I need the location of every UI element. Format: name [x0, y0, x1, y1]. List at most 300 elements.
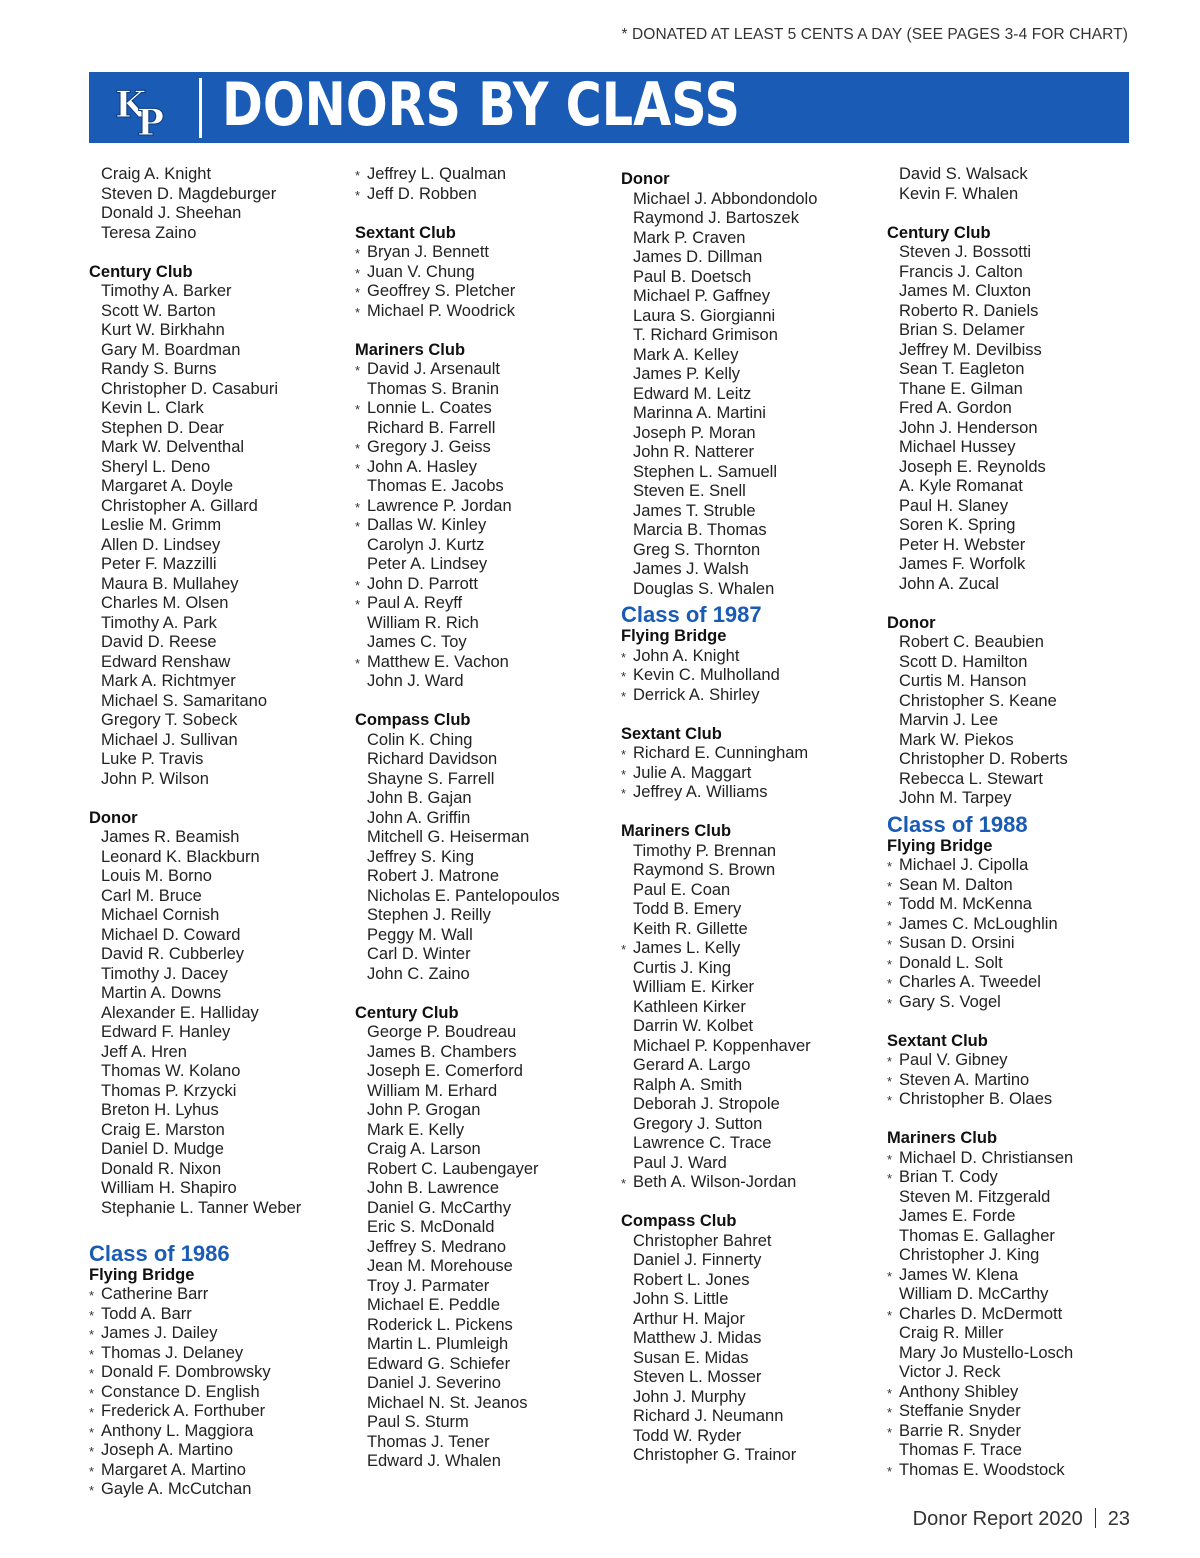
entry-text: Compass Club	[355, 711, 471, 729]
entry-text: Scott W. Barton	[101, 301, 216, 320]
entry-text: Jean M. Morehouse	[367, 1257, 513, 1275]
entry-text: Stephen D. Dear	[101, 418, 224, 437]
entry-text: Mariners Club	[355, 340, 466, 359]
donor-name	[887, 497, 1149, 517]
star-icon: *	[887, 995, 893, 1011]
spacer	[887, 594, 1149, 614]
entry-text: Darrin W. Kolbet	[633, 1017, 754, 1035]
giving-club-heading	[621, 170, 883, 190]
entry-text: Richard Davidson	[367, 750, 498, 768]
entry-text: T. Richard Grimison	[633, 326, 778, 344]
entry-text: William H. Shapiro	[101, 1179, 237, 1197]
entry-text: John A. Zucal	[899, 574, 999, 593]
entry-text: David S. Walsack	[899, 165, 1028, 183]
donor-name	[89, 458, 351, 478]
entry-text: Sean T. Eagleton	[899, 360, 1025, 378]
entry-text: William E. Kirker	[633, 978, 755, 996]
giving-club-heading	[621, 822, 883, 842]
donor-name	[887, 1363, 1149, 1383]
donor-name	[887, 1090, 1149, 1110]
donor-name	[621, 647, 883, 667]
donor-name	[621, 920, 883, 940]
entry-text: Craig A. Larson	[367, 1140, 481, 1158]
entry-text: Randy S. Burns	[101, 360, 217, 378]
star-icon: *	[355, 363, 361, 378]
entry-text: Paul E. Coan	[633, 880, 731, 899]
donor-name	[355, 1433, 617, 1453]
entry-text: Richard E. Cunningham	[633, 744, 809, 762]
entry-text: Gary M. Boardman	[101, 340, 241, 359]
entry-text: Lonnie L. Coates	[367, 399, 492, 417]
donor-name	[355, 243, 617, 263]
entry-text: Ralph A. Smith	[633, 1075, 743, 1094]
donor-name	[89, 1363, 351, 1383]
entry-text: Colin K. Ching	[367, 730, 473, 749]
entry-text: Craig R. Miller	[899, 1324, 1004, 1342]
entry-text: Thomas F. Trace	[899, 1441, 1022, 1459]
donor-name	[887, 1344, 1149, 1364]
donor-name	[887, 477, 1149, 497]
donor-name	[621, 861, 883, 881]
donor-name	[89, 204, 351, 224]
donor-name	[887, 516, 1149, 536]
entry-text: Susan E. Midas	[633, 1348, 749, 1367]
donor-name	[621, 541, 883, 561]
donor-name	[887, 731, 1149, 751]
donor-name	[355, 809, 617, 829]
entry-text: Marinna A. Martini	[633, 404, 766, 422]
donor-name	[887, 1422, 1149, 1442]
entry-text: Donor	[621, 170, 670, 188]
entry-text: Flying Bridge	[89, 1265, 195, 1284]
entry-text: William D. McCarthy	[899, 1285, 1049, 1303]
entry-text: Jeffrey S. Medrano	[367, 1237, 507, 1256]
entry-text: Sextant Club	[887, 1031, 988, 1050]
entry-text: Barrie R. Snyder	[899, 1421, 1021, 1440]
donor-name	[89, 399, 351, 419]
entry-text: Steven J. Bossotti	[899, 243, 1032, 261]
donor-name	[887, 692, 1149, 712]
spacer	[89, 1218, 351, 1238]
entry-text: Kurt W. Birkhahn	[101, 321, 225, 339]
page-title: DONORS BY CLASS	[222, 70, 740, 140]
entry-text: Timothy A. Park	[101, 613, 217, 632]
entry-text: Marcia B. Thomas	[633, 521, 767, 539]
donor-name	[89, 419, 351, 439]
donor-name	[621, 346, 883, 366]
entry-text: James E. Forde	[899, 1207, 1016, 1225]
donation-legend-note	[621, 26, 1128, 44]
entry-text: Mark W. Delventhal	[101, 438, 245, 456]
entry-text: Todd M. McKenna	[899, 895, 1032, 913]
donor-name	[355, 302, 617, 322]
entry-text: John C. Zaino	[367, 964, 470, 983]
entry-text: Todd W. Ryder	[633, 1426, 742, 1445]
star-icon: *	[89, 1444, 95, 1459]
entry-text: Sextant Club	[355, 223, 456, 242]
entry-text: Shayne S. Farrell	[367, 769, 495, 788]
entry-text: Leonard K. Blackburn	[101, 847, 260, 866]
donor-name	[887, 282, 1149, 302]
donor-name	[89, 516, 351, 536]
entry-text: Michael E. Peddle	[367, 1296, 500, 1314]
donor-name	[887, 380, 1149, 400]
donor-name	[89, 926, 351, 946]
donor-name	[355, 1179, 617, 1199]
donor-name	[89, 1344, 351, 1364]
entry-text: Steven M. Fitzgerald	[899, 1187, 1051, 1206]
donor-name	[89, 945, 351, 965]
entry-text: Mark A. Richtmyer	[101, 672, 236, 690]
entry-text: Fred A. Gordon	[899, 399, 1012, 417]
entry-text: Charles M. Olsen	[101, 594, 229, 612]
entry-text: James C. Toy	[367, 633, 467, 651]
entry-text: Thane E. Gilman	[899, 379, 1023, 398]
entry-text: Roberto R. Daniels	[899, 301, 1039, 320]
donor-name	[89, 633, 351, 653]
donor-name	[621, 482, 883, 502]
donor-name	[355, 672, 617, 692]
star-icon: *	[621, 786, 627, 801]
entry-text: Paul S. Sturm	[367, 1413, 469, 1431]
donor-name	[355, 1394, 617, 1414]
star-icon: *	[621, 649, 627, 665]
donor-name	[89, 1324, 351, 1344]
entry-text: Joseph A. Martino	[101, 1441, 234, 1459]
entry-text: Gregory J. Geiss	[367, 438, 491, 456]
donor-name	[621, 209, 883, 229]
donor-name	[621, 229, 883, 249]
giving-club-heading	[355, 711, 617, 731]
star-icon: *	[355, 655, 361, 671]
star-icon: *	[887, 1093, 893, 1108]
donor-name	[621, 1290, 883, 1310]
donor-name	[621, 1232, 883, 1252]
entry-text: Donald R. Nixon	[101, 1159, 222, 1178]
donor-name	[89, 906, 351, 926]
donor-name	[887, 360, 1149, 380]
donor-name	[621, 1446, 883, 1466]
entry-text: Dallas W. Kinley	[367, 516, 487, 534]
entry-text: Francis J. Calton	[899, 262, 1023, 281]
entry-text: Luke P. Travis	[101, 750, 204, 768]
entry-text: Thomas E. Jacobs	[367, 477, 504, 495]
entry-text: Michael N. St. Jeanos	[367, 1393, 528, 1412]
donor-name	[621, 1310, 883, 1330]
donor-name	[355, 1413, 617, 1433]
entry-text: Century Club	[355, 1003, 459, 1022]
donor-name	[89, 965, 351, 985]
entry-text: Paul J. Ward	[633, 1153, 727, 1172]
entry-text: James P. Kelly	[633, 365, 740, 383]
donor-name	[621, 978, 883, 998]
entry-text: Teresa Zaino	[101, 223, 197, 242]
entry-text: James F. Worfolk	[899, 555, 1026, 573]
donor-name	[89, 321, 351, 341]
entry-text: Arthur H. Major	[633, 1309, 745, 1328]
donor-name	[355, 1082, 617, 1102]
donor-name	[887, 302, 1149, 322]
star-icon: *	[355, 246, 361, 261]
donor-name	[887, 341, 1149, 361]
footer-divider	[1095, 1508, 1096, 1528]
star-icon: *	[887, 1073, 893, 1089]
entry-text: Juan V. Chung	[367, 262, 475, 281]
entry-text: Douglas S. Whalen	[633, 579, 775, 598]
star-icon: *	[887, 1054, 893, 1069]
entry-text: Mary Jo Mustello-Losch	[899, 1343, 1074, 1362]
giving-club-heading	[887, 1129, 1149, 1149]
donor-name	[887, 1324, 1149, 1344]
donor-name	[887, 458, 1149, 478]
entry-text: Gary S. Vogel	[899, 992, 1001, 1011]
donor-name	[355, 1296, 617, 1316]
donor-name	[89, 672, 351, 692]
entry-text: Century Club	[887, 223, 991, 242]
entry-text: Jeffrey M. Devilbiss	[899, 340, 1042, 359]
donor-name	[355, 438, 617, 458]
entry-text: Margaret A. Doyle	[101, 477, 234, 495]
entry-text: John J. Murphy	[633, 1387, 746, 1406]
entry-text: David R. Cubberley	[101, 945, 245, 963]
donor-name	[355, 965, 617, 985]
spacer	[89, 789, 351, 809]
entry-text: Lawrence C. Trace	[633, 1134, 772, 1152]
entry-text: Greg S. Thornton	[633, 540, 761, 559]
donor-name	[887, 419, 1149, 439]
donor-name	[621, 502, 883, 522]
donor-name	[355, 1277, 617, 1297]
entry-text: Stephen J. Reilly	[367, 906, 491, 924]
donor-name	[89, 1062, 351, 1082]
donor-name	[887, 856, 1149, 876]
donor-name	[355, 263, 617, 283]
star-icon: *	[887, 937, 893, 952]
entry-text: Michael J. Cipolla	[899, 856, 1029, 874]
donor-name	[89, 848, 351, 868]
donor-name	[887, 263, 1149, 283]
donor-name	[621, 190, 883, 210]
donor-name	[89, 1082, 351, 1102]
giving-club-heading	[355, 341, 617, 361]
entry-text: Stephen L. Samuell	[633, 462, 778, 481]
donor-name	[621, 1115, 883, 1135]
donor-name	[355, 828, 617, 848]
donor-name	[89, 341, 351, 361]
star-icon: *	[887, 1463, 893, 1479]
entry-text: John A. Hasley	[367, 457, 478, 476]
donor-name	[89, 1023, 351, 1043]
entry-text: Donald F. Dombrowsky	[101, 1363, 271, 1381]
donor-name	[887, 243, 1149, 263]
entry-text: Stephanie L. Tanner Weber	[101, 1198, 302, 1217]
donor-name	[887, 1207, 1149, 1227]
donor-name	[89, 380, 351, 400]
entry-text: Mariners Club	[621, 822, 732, 840]
donor-name	[355, 536, 617, 556]
donor-name	[355, 1140, 617, 1160]
entry-text: Anthony L. Maggiora	[101, 1421, 254, 1440]
entry-text: David J. Arsenault	[367, 360, 500, 378]
donor-name	[355, 380, 617, 400]
entry-text: Carolyn J. Kurtz	[367, 535, 485, 554]
donor-name	[355, 165, 617, 185]
kp-logo-icon	[111, 77, 173, 139]
giving-club-heading	[89, 263, 351, 283]
donor-name	[355, 497, 617, 517]
star-icon: *	[355, 441, 361, 456]
donor-name	[89, 185, 351, 205]
giving-club-heading	[887, 837, 1149, 857]
star-icon: *	[89, 1288, 95, 1303]
donor-name	[89, 653, 351, 673]
star-icon: *	[887, 976, 893, 991]
spacer	[621, 1193, 883, 1213]
donor-name	[89, 1285, 351, 1305]
entry-text: A. Kyle Romanat	[899, 477, 1023, 495]
donor-name	[621, 1407, 883, 1427]
star-icon: *	[355, 265, 361, 281]
donor-name	[89, 984, 351, 1004]
entry-text: John M. Tarpey	[899, 789, 1012, 807]
entry-text: Daniel J. Severino	[367, 1374, 501, 1392]
donor-name	[621, 326, 883, 346]
star-icon: *	[355, 285, 361, 300]
donor-name	[621, 1427, 883, 1447]
entry-text: James W. Klena	[899, 1265, 1019, 1284]
star-icon: *	[355, 187, 361, 203]
donor-name	[621, 959, 883, 979]
donor-name	[887, 1285, 1149, 1305]
donor-column-1	[89, 165, 351, 1500]
donor-name	[89, 1441, 351, 1461]
donor-name	[887, 915, 1149, 935]
entry-text: Edward F. Hanley	[101, 1023, 231, 1041]
donor-name	[355, 945, 617, 965]
star-icon: *	[887, 1151, 893, 1167]
donor-name	[621, 1349, 883, 1369]
entry-text: Louis M. Borno	[101, 867, 212, 885]
spacer	[887, 1012, 1149, 1032]
donor-name	[887, 575, 1149, 595]
entry-text: Christopher G. Trainor	[633, 1446, 797, 1464]
star-icon: *	[887, 859, 893, 874]
entry-text: James M. Cluxton	[899, 282, 1032, 300]
entry-text: Paul A. Reyff	[367, 594, 463, 612]
entry-text: Joseph P. Moran	[633, 423, 756, 442]
donor-name	[887, 1246, 1149, 1266]
entry-text: Michael D. Coward	[101, 925, 241, 944]
donor-name	[355, 594, 617, 614]
entry-text: Robert C. Beaubien	[899, 633, 1044, 651]
donor-name	[887, 1266, 1149, 1286]
donor-name	[89, 1199, 351, 1219]
entry-text: Michael D. Christiansen	[899, 1148, 1074, 1167]
entry-text: Constance D. English	[101, 1382, 260, 1401]
star-icon: *	[621, 766, 627, 782]
donor-name	[887, 1051, 1149, 1071]
donor-name	[355, 1452, 617, 1472]
entry-text: Robert C. Laubengayer	[367, 1159, 539, 1178]
star-icon: *	[621, 669, 627, 684]
donor-name	[89, 1140, 351, 1160]
entry-text: Michael P. Gaffney	[633, 287, 770, 305]
legend-star-icon: *	[621, 26, 628, 43]
entry-text: Craig E. Marston	[101, 1120, 225, 1139]
donor-name	[355, 1335, 617, 1355]
entry-text: Century Club	[89, 262, 193, 281]
donor-name	[89, 711, 351, 731]
entry-text: Timothy J. Dacey	[101, 964, 228, 983]
star-icon: *	[887, 1385, 893, 1401]
entry-text: Victor J. Reck	[899, 1363, 1001, 1381]
donor-name	[355, 575, 617, 595]
entry-text: Mariners Club	[887, 1129, 998, 1147]
donor-name	[89, 1480, 351, 1500]
entry-text: Michael S. Samaritano	[101, 691, 267, 710]
donor-name	[621, 463, 883, 483]
spacer	[887, 1110, 1149, 1130]
donor-name	[887, 876, 1149, 896]
entry-text: James D. Dillman	[633, 248, 763, 266]
donor-name	[89, 477, 351, 497]
donor-name	[89, 575, 351, 595]
entry-text: Michael J. Sullivan	[101, 730, 238, 749]
entry-text: Christopher B. Olaes	[899, 1090, 1053, 1108]
entry-text: Matthew E. Vachon	[367, 652, 509, 671]
donor-name	[89, 1422, 351, 1442]
star-icon: *	[887, 898, 893, 913]
giving-club-heading	[887, 614, 1149, 634]
donor-name	[89, 1179, 351, 1199]
entry-text: William R. Rich	[367, 613, 479, 632]
star-icon: *	[89, 1346, 95, 1362]
donor-name	[621, 1134, 883, 1154]
donor-name	[887, 1149, 1149, 1169]
spacer	[621, 705, 883, 725]
donor-name	[355, 1062, 617, 1082]
entry-text: Peter H. Webster	[899, 535, 1026, 554]
entry-text: Michael P. Woodrick	[367, 301, 515, 320]
donor-name	[621, 307, 883, 327]
donor-name	[355, 614, 617, 634]
entry-text: Robert J. Matrone	[367, 867, 500, 885]
entry-text: Frederick A. Forthuber	[101, 1402, 266, 1420]
donor-name	[621, 287, 883, 307]
entry-text: Leslie M. Grimm	[101, 516, 222, 534]
entry-text: Mark P. Craven	[633, 228, 746, 247]
giving-club-heading	[89, 809, 351, 829]
star-icon: *	[887, 1268, 893, 1284]
banner-divider	[199, 78, 202, 138]
entry-text: Jeffrey L. Qualman	[367, 165, 507, 183]
donor-name	[887, 1227, 1149, 1247]
entry-text: John P. Wilson	[101, 769, 209, 788]
entry-text: William M. Erhard	[367, 1081, 498, 1100]
donor-name	[621, 521, 883, 541]
donor-name	[887, 993, 1149, 1013]
entry-text: Alexander E. Halliday	[101, 1003, 259, 1022]
donor-name	[355, 926, 617, 946]
star-icon: *	[355, 499, 361, 515]
spacer	[887, 204, 1149, 224]
entry-text: David D. Reese	[101, 633, 217, 651]
star-icon: *	[621, 747, 627, 762]
donor-name	[355, 1316, 617, 1336]
entry-text: Marvin J. Lee	[899, 711, 999, 729]
class-year-heading	[887, 809, 1149, 837]
star-icon: *	[355, 577, 361, 593]
